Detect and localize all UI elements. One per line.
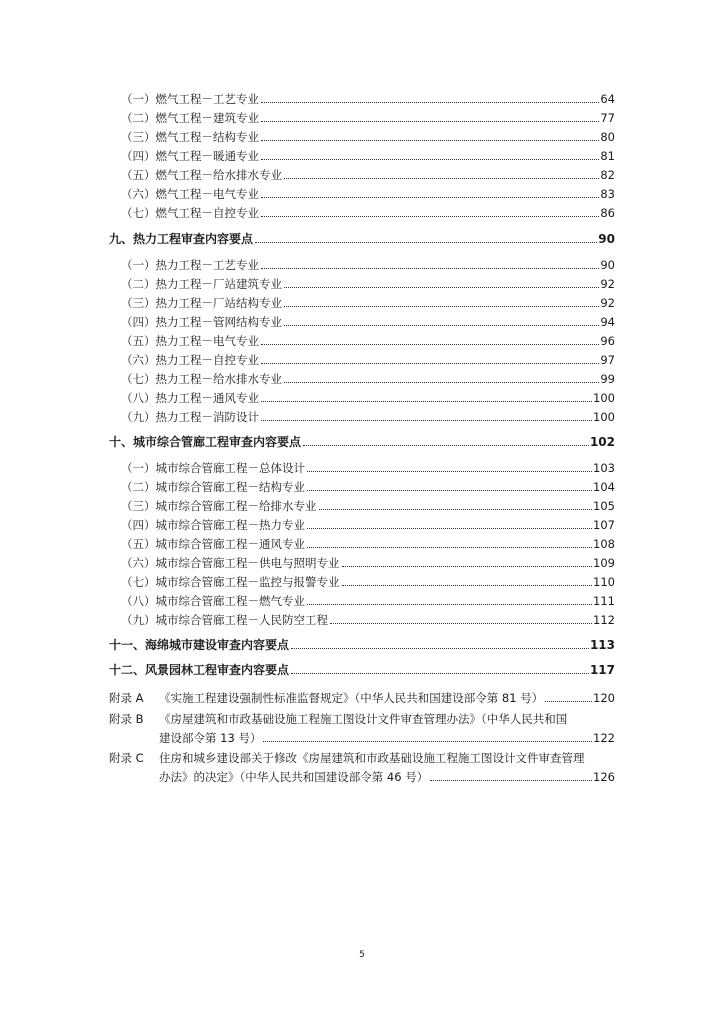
dot-leader: [261, 102, 599, 103]
toc-entry[interactable]: [121, 186, 615, 202]
toc-entry[interactable]: [121, 295, 615, 311]
appendix-title-line2: 建设部令第 13 号）: [159, 731, 262, 745]
toc-section-heading[interactable]: [109, 637, 615, 653]
dot-leader: [261, 216, 599, 217]
toc-section-heading[interactable]: [109, 662, 615, 678]
dot-leader: [291, 673, 589, 674]
toc-entry-label: （五）城市综合管廊工程－通风专业: [121, 537, 305, 551]
toc-entry-label: （二）燃气工程－建筑专业: [121, 111, 259, 125]
toc-entry-page: 92: [600, 277, 615, 291]
toc-appendix-a[interactable]: [109, 689, 615, 708]
toc-entry-label: （三）燃气工程－结构专业: [121, 130, 259, 144]
appendix-page: 122: [593, 731, 615, 745]
toc-section-page: 117: [589, 663, 615, 677]
dot-leader: [330, 623, 592, 624]
toc-entry-label: （一）燃气工程－工艺专业: [121, 92, 259, 106]
toc-entry-page: 77: [600, 111, 615, 125]
toc-entry[interactable]: [121, 371, 615, 387]
dot-leader: [307, 528, 592, 529]
toc-entry[interactable]: [121, 612, 615, 628]
toc-entry-page: 96: [600, 334, 615, 348]
appendix-tag: 附录 A: [109, 691, 144, 705]
dot-leader: [430, 780, 592, 781]
toc-entry-page: 82: [600, 168, 615, 182]
toc-entry-page: 90: [600, 258, 615, 272]
toc-entry-page: 80: [600, 130, 615, 144]
toc-entry-page: 92: [600, 296, 615, 310]
toc-entry-label: （五）热力工程－电气专业: [121, 334, 259, 348]
toc-section-heading[interactable]: [109, 434, 615, 450]
toc-entry-page: 94: [600, 315, 615, 329]
toc-entry[interactable]: [121, 498, 615, 514]
toc-entry-label: （二）热力工程－厂站建筑专业: [121, 277, 282, 291]
dot-leader: [263, 741, 592, 742]
toc-section-label: 十一、海绵城市建设审查内容要点: [109, 638, 290, 652]
toc-section-page: 102: [589, 435, 615, 449]
toc-entry-label: （三）城市综合管廊工程－给排水专业: [121, 499, 317, 513]
toc-entry-label: （六）燃气工程－电气专业: [121, 187, 259, 201]
toc-entry[interactable]: [121, 91, 615, 107]
appendix-title: 《实施工程建设强制性标准监督规定》（中华人民共和国建设部令第 81 号）: [159, 691, 544, 705]
toc-entry-page: 105: [593, 499, 615, 513]
toc-entry-page: 108: [593, 537, 615, 551]
dot-leader: [307, 547, 592, 548]
dot-leader: [291, 648, 589, 649]
dot-leader: [284, 306, 599, 307]
toc-entry-page: 86: [600, 206, 615, 220]
toc-entry[interactable]: [121, 205, 615, 221]
dot-leader: [284, 287, 599, 288]
toc-entry[interactable]: [121, 593, 615, 609]
toc-entry-page: 99: [600, 372, 615, 386]
toc-entry[interactable]: [121, 110, 615, 126]
toc-entry-page: 64: [600, 92, 615, 106]
toc-entry[interactable]: [121, 148, 615, 164]
appendix-page: 126: [593, 770, 615, 784]
toc-entry[interactable]: [121, 276, 615, 292]
dot-leader: [261, 197, 599, 198]
toc-entry-page: 104: [593, 480, 615, 494]
toc-entry-label: （五）燃气工程－给水排水专业: [121, 168, 282, 182]
toc-entry[interactable]: [121, 352, 615, 368]
dot-leader: [307, 490, 592, 491]
toc-entry-label: （七）热力工程－给水排水专业: [121, 372, 282, 386]
toc-entry[interactable]: [121, 314, 615, 330]
toc-entry-page: 83: [600, 187, 615, 201]
toc-entry-label: （四）燃气工程－暖通专业: [121, 149, 259, 163]
toc-entry-label: （九）热力工程－消防设计: [121, 410, 259, 424]
toc-section-label: 十、城市综合管廊工程审查内容要点: [109, 435, 302, 449]
dot-leader: [261, 420, 592, 421]
toc-entry-page: 100: [593, 391, 615, 405]
toc-entry[interactable]: [121, 167, 615, 183]
dot-leader: [255, 242, 597, 243]
toc-entry-page: 109: [593, 556, 615, 570]
toc-entry-label: （二）城市综合管廊工程－结构专业: [121, 480, 305, 494]
toc-entry[interactable]: [121, 555, 615, 571]
dot-leader: [261, 268, 599, 269]
toc-entry-label: （七）城市综合管廊工程－监控与报警专业: [121, 575, 340, 589]
toc-entry[interactable]: [121, 390, 615, 406]
toc-entry-label: （八）热力工程－通风专业: [121, 391, 259, 405]
dot-leader: [261, 159, 599, 160]
toc-entry-label: （一）城市综合管廊工程－总体设计: [121, 461, 305, 475]
toc-entry-label: （四）热力工程－管网结构专业: [121, 315, 282, 329]
toc-entry-label: （四）城市综合管廊工程－热力专业: [121, 518, 305, 532]
toc-section-label: 十二、风景园林工程审查内容要点: [109, 663, 290, 677]
dot-leader: [545, 701, 592, 702]
toc-entry[interactable]: [121, 574, 615, 590]
toc-entry-page: 107: [593, 518, 615, 532]
toc-entry-page: 112: [593, 613, 615, 627]
dot-leader: [319, 509, 593, 510]
dot-leader: [284, 382, 599, 383]
toc-entry-label: （一）热力工程－工艺专业: [121, 258, 259, 272]
toc-entry-page: 110: [593, 575, 615, 589]
dot-leader: [261, 401, 592, 402]
appendix-page: 120: [593, 691, 615, 705]
appendix-title-line1: 住房和城乡建设部关于修改《房屋建筑和市政基础设施工程施工图设计文件审查管理: [159, 751, 585, 765]
toc-entry-label: （八）城市综合管廊工程－燃气专业: [121, 594, 305, 608]
dot-leader: [261, 344, 599, 345]
dot-leader: [261, 140, 599, 141]
toc-entry[interactable]: [121, 517, 615, 533]
dot-leader: [303, 445, 589, 446]
toc-entry-page: 100: [593, 410, 615, 424]
dot-leader: [342, 566, 593, 567]
toc-entry-label: （九）城市综合管廊工程－人民防空工程: [121, 613, 328, 627]
toc-section-page: 90: [598, 232, 615, 246]
toc-entry-page: 81: [600, 149, 615, 163]
page-number: 5: [359, 950, 365, 960]
dot-leader: [261, 121, 599, 122]
dot-leader: [307, 471, 592, 472]
toc-entry-label: （三）热力工程－厂站结构专业: [121, 296, 282, 310]
toc-entry[interactable]: [121, 460, 615, 476]
toc-entry[interactable]: [121, 333, 615, 349]
toc-entry[interactable]: [121, 257, 615, 273]
toc-entry-page: 103: [593, 461, 615, 475]
toc-entry[interactable]: [121, 409, 615, 425]
toc-entry-label: （六）城市综合管廊工程－供电与照明专业: [121, 556, 340, 570]
toc-entry[interactable]: [121, 536, 615, 552]
toc-entry[interactable]: [121, 129, 615, 145]
dot-leader: [342, 585, 593, 586]
appendix-title-line2: 办法》的决定》（中华人民共和国建设部令第 46 号）: [159, 770, 429, 784]
toc-entry-page: 97: [600, 353, 615, 367]
appendix-tag: 附录 C: [109, 751, 144, 765]
dot-leader: [307, 604, 592, 605]
dot-leader: [284, 325, 599, 326]
dot-leader: [261, 363, 599, 364]
toc-section-label: 九、热力工程审查内容要点: [109, 232, 254, 246]
toc-appendix-b[interactable]: [109, 710, 615, 748]
toc-appendix-c[interactable]: [109, 749, 615, 787]
toc-entry-label: （六）热力工程－自控专业: [121, 353, 259, 367]
toc-section-page: 113: [589, 638, 615, 652]
toc-entry[interactable]: [121, 479, 615, 495]
dot-leader: [284, 178, 599, 179]
appendix-title-line1: 《房屋建筑和市政基础设施工程施工图设计文件审查管理办法》（中华人民共和国: [159, 712, 568, 726]
appendix-tag: 附录 B: [109, 712, 144, 726]
toc-entry-page: 111: [593, 594, 615, 608]
toc-entry-label: （七）燃气工程－自控专业: [121, 206, 259, 220]
toc-section-heading[interactable]: [109, 231, 615, 247]
